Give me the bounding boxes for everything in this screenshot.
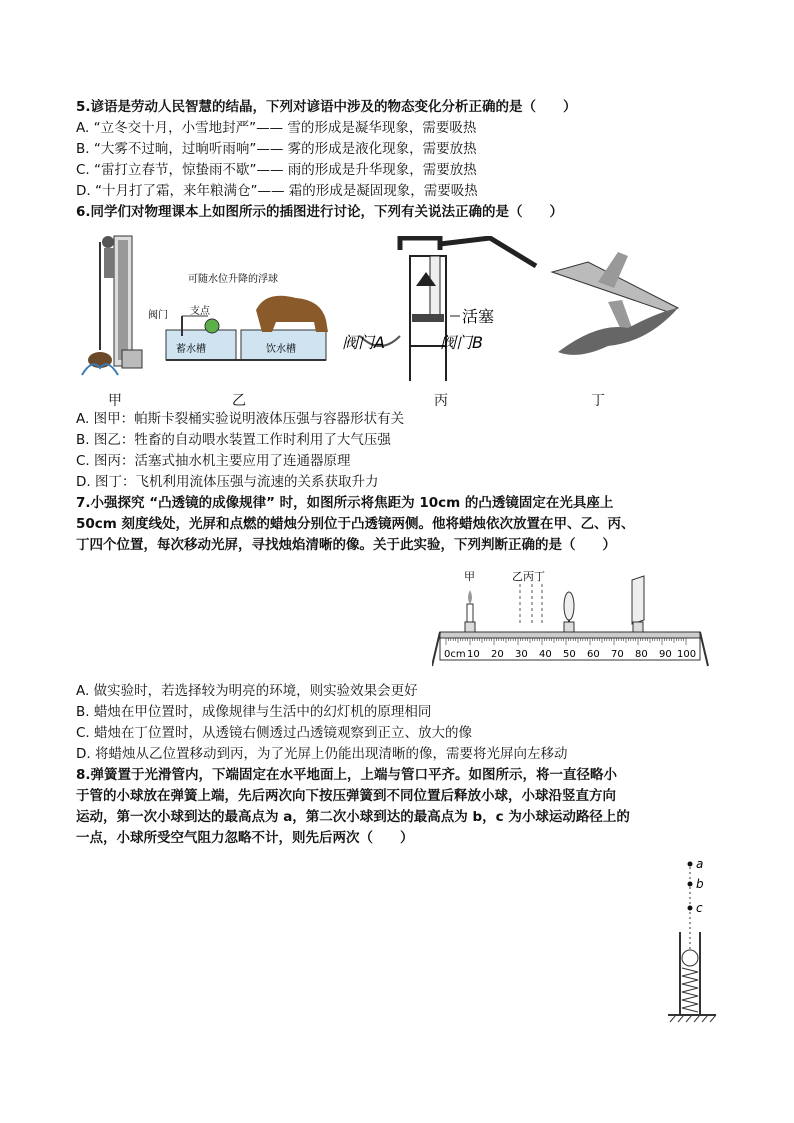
ruler-label-70: 70 bbox=[611, 649, 624, 660]
q7-option-c: C. 蜡烛在丁位置时，从透镜右侧透过凸透镜观察到正立、放大的像 bbox=[76, 725, 473, 741]
fig-jia-pascal-barrel bbox=[78, 230, 148, 380]
q7-stem-line3: 丁四个位置，每次移动光屏，寻找烛焰清晰的像。关于此实验，下列判断正确的是（ ） bbox=[76, 537, 616, 553]
q5-stem: 5.谚语是劳动人民智慧的结晶，下列对谚语中涉及的物态变化分析正确的是（ ） bbox=[76, 99, 577, 115]
q5-option-d: D. “十月打了霜，来年粮满仓”—— 霜的形成是凝固现象，需要吸热 bbox=[76, 183, 478, 199]
point-label-a: a bbox=[696, 857, 704, 871]
ruler-label-30: 30 bbox=[515, 649, 528, 660]
fig-yi-valve-label: 阀门 bbox=[148, 310, 168, 321]
q7-option-d: D. 将蜡烛从乙位置移动到丙，为了光屏上仍能出现清晰的像，需要将光屏向左移动 bbox=[76, 746, 568, 762]
caption-ding: 丁 bbox=[591, 393, 605, 409]
q7-option-a: A. 做实验时，若选择较为明亮的环境，则实验效果会更好 bbox=[76, 683, 418, 699]
caption-bing: 丙 bbox=[434, 393, 448, 409]
point-label-b: b bbox=[696, 877, 704, 891]
q5-option-a: A. “立冬交十月，小雪地封严”—— 雪的形成是凝华现象，需要吸热 bbox=[76, 120, 477, 136]
q6-option-b: B. 图乙：牲畜的自动喂水装置工作时利用了大气压强 bbox=[76, 432, 391, 448]
fig-yi-tank2-label: 饮水槽 bbox=[266, 344, 296, 355]
caption-jia: 甲 bbox=[108, 393, 122, 409]
q7-stem-line2: 50cm 刻度线处，光屏和点燃的蜡烛分别位于凸透镜两侧。他将蜡烛依次放置在甲、乙、丙、 bbox=[76, 516, 635, 532]
q7-option-b: B. 蜡烛在甲位置时，成像规律与生活中的幻灯机的原理相同 bbox=[76, 704, 432, 720]
q5-option-b: B. “大雾不过晌，过晌听雨响”—— 雾的形成是液化现象，需要放热 bbox=[76, 141, 477, 157]
fig-ding-airplane-bird bbox=[548, 242, 684, 372]
q8-line4: 一点，小球所受空气阻力忽略不计，则先后两次（ ） bbox=[76, 830, 414, 846]
q5-option-c: C. “雷打立春节，惊蛰雨不歇”—— 雨的形成是升华现象，需要放热 bbox=[76, 162, 477, 178]
fig-bing-valve-b-label: 阀门B bbox=[440, 333, 483, 352]
position-label-jia: 甲 bbox=[464, 570, 475, 583]
fig-spring-tube bbox=[664, 852, 724, 1024]
fig-yi-auto-feeder bbox=[146, 270, 336, 370]
fig-yi-float-label: 可随水位升降的浮球 bbox=[188, 274, 278, 285]
q8-line2: 于管的小球放在弹簧上端，先后两次向下按压弹簧到不同位置后释放小球，小球沿竖直方向 bbox=[76, 788, 616, 804]
ruler-label-40: 40 bbox=[539, 649, 552, 660]
position-label-yibingding: 乙丙丁 bbox=[512, 570, 545, 583]
caption-yi: 乙 bbox=[232, 393, 246, 409]
q6-option-c: C. 图丙：活塞式抽水机主要应用了连通器原理 bbox=[76, 453, 351, 469]
q6-stem: 6.同学们对物理课本上如图所示的插图进行讨论，下列有关说法正确的是（ ） bbox=[76, 204, 564, 220]
ruler-label-20: 20 bbox=[491, 649, 504, 660]
q8-line1: 8.弹簧置于光滑管内，下端固定在水平地面上，上端与管口平齐。如图所示，将一直径略小 bbox=[76, 767, 618, 783]
point-label-c: c bbox=[696, 901, 703, 915]
q6-option-d: D. 图丁：飞机利用流体压强与流速的关系获取升力 bbox=[76, 474, 379, 490]
fig-yi-tank1-label: 蓄水槽 bbox=[176, 344, 206, 355]
q8-line3: 运动，第一次小球到达的最高点为 a，第二次小球到达的最高点为 b，c 为小球运动路径上的 bbox=[76, 809, 630, 825]
ruler-label-0: 0cm bbox=[444, 649, 466, 660]
fig-bing-piston-pump bbox=[340, 236, 540, 386]
fig-optical-bench bbox=[432, 566, 716, 670]
ruler-label-50: 50 bbox=[563, 649, 576, 660]
fig-bing-piston-label: 活塞 bbox=[462, 307, 495, 326]
ruler-label-80: 80 bbox=[635, 649, 648, 660]
fig-bing-valve-a-label: 阀门A bbox=[342, 333, 385, 352]
fig-yi-pivot-label: 支点 bbox=[190, 306, 210, 317]
ruler-label-60: 60 bbox=[587, 649, 600, 660]
ruler-label-90: 90 bbox=[659, 649, 672, 660]
ruler-label-10: 10 bbox=[467, 649, 480, 660]
ruler-label-100: 100 bbox=[677, 649, 697, 660]
q7-stem-line1: 7.小强探究 “凸透镜的成像规律” 时，如图所示将焦距为 10cm 的凸透镜固定在光具座上 bbox=[76, 495, 614, 511]
q6-option-a: A. 图甲：帕斯卡裂桶实验说明液体压强与容器形状有关 bbox=[76, 411, 405, 427]
